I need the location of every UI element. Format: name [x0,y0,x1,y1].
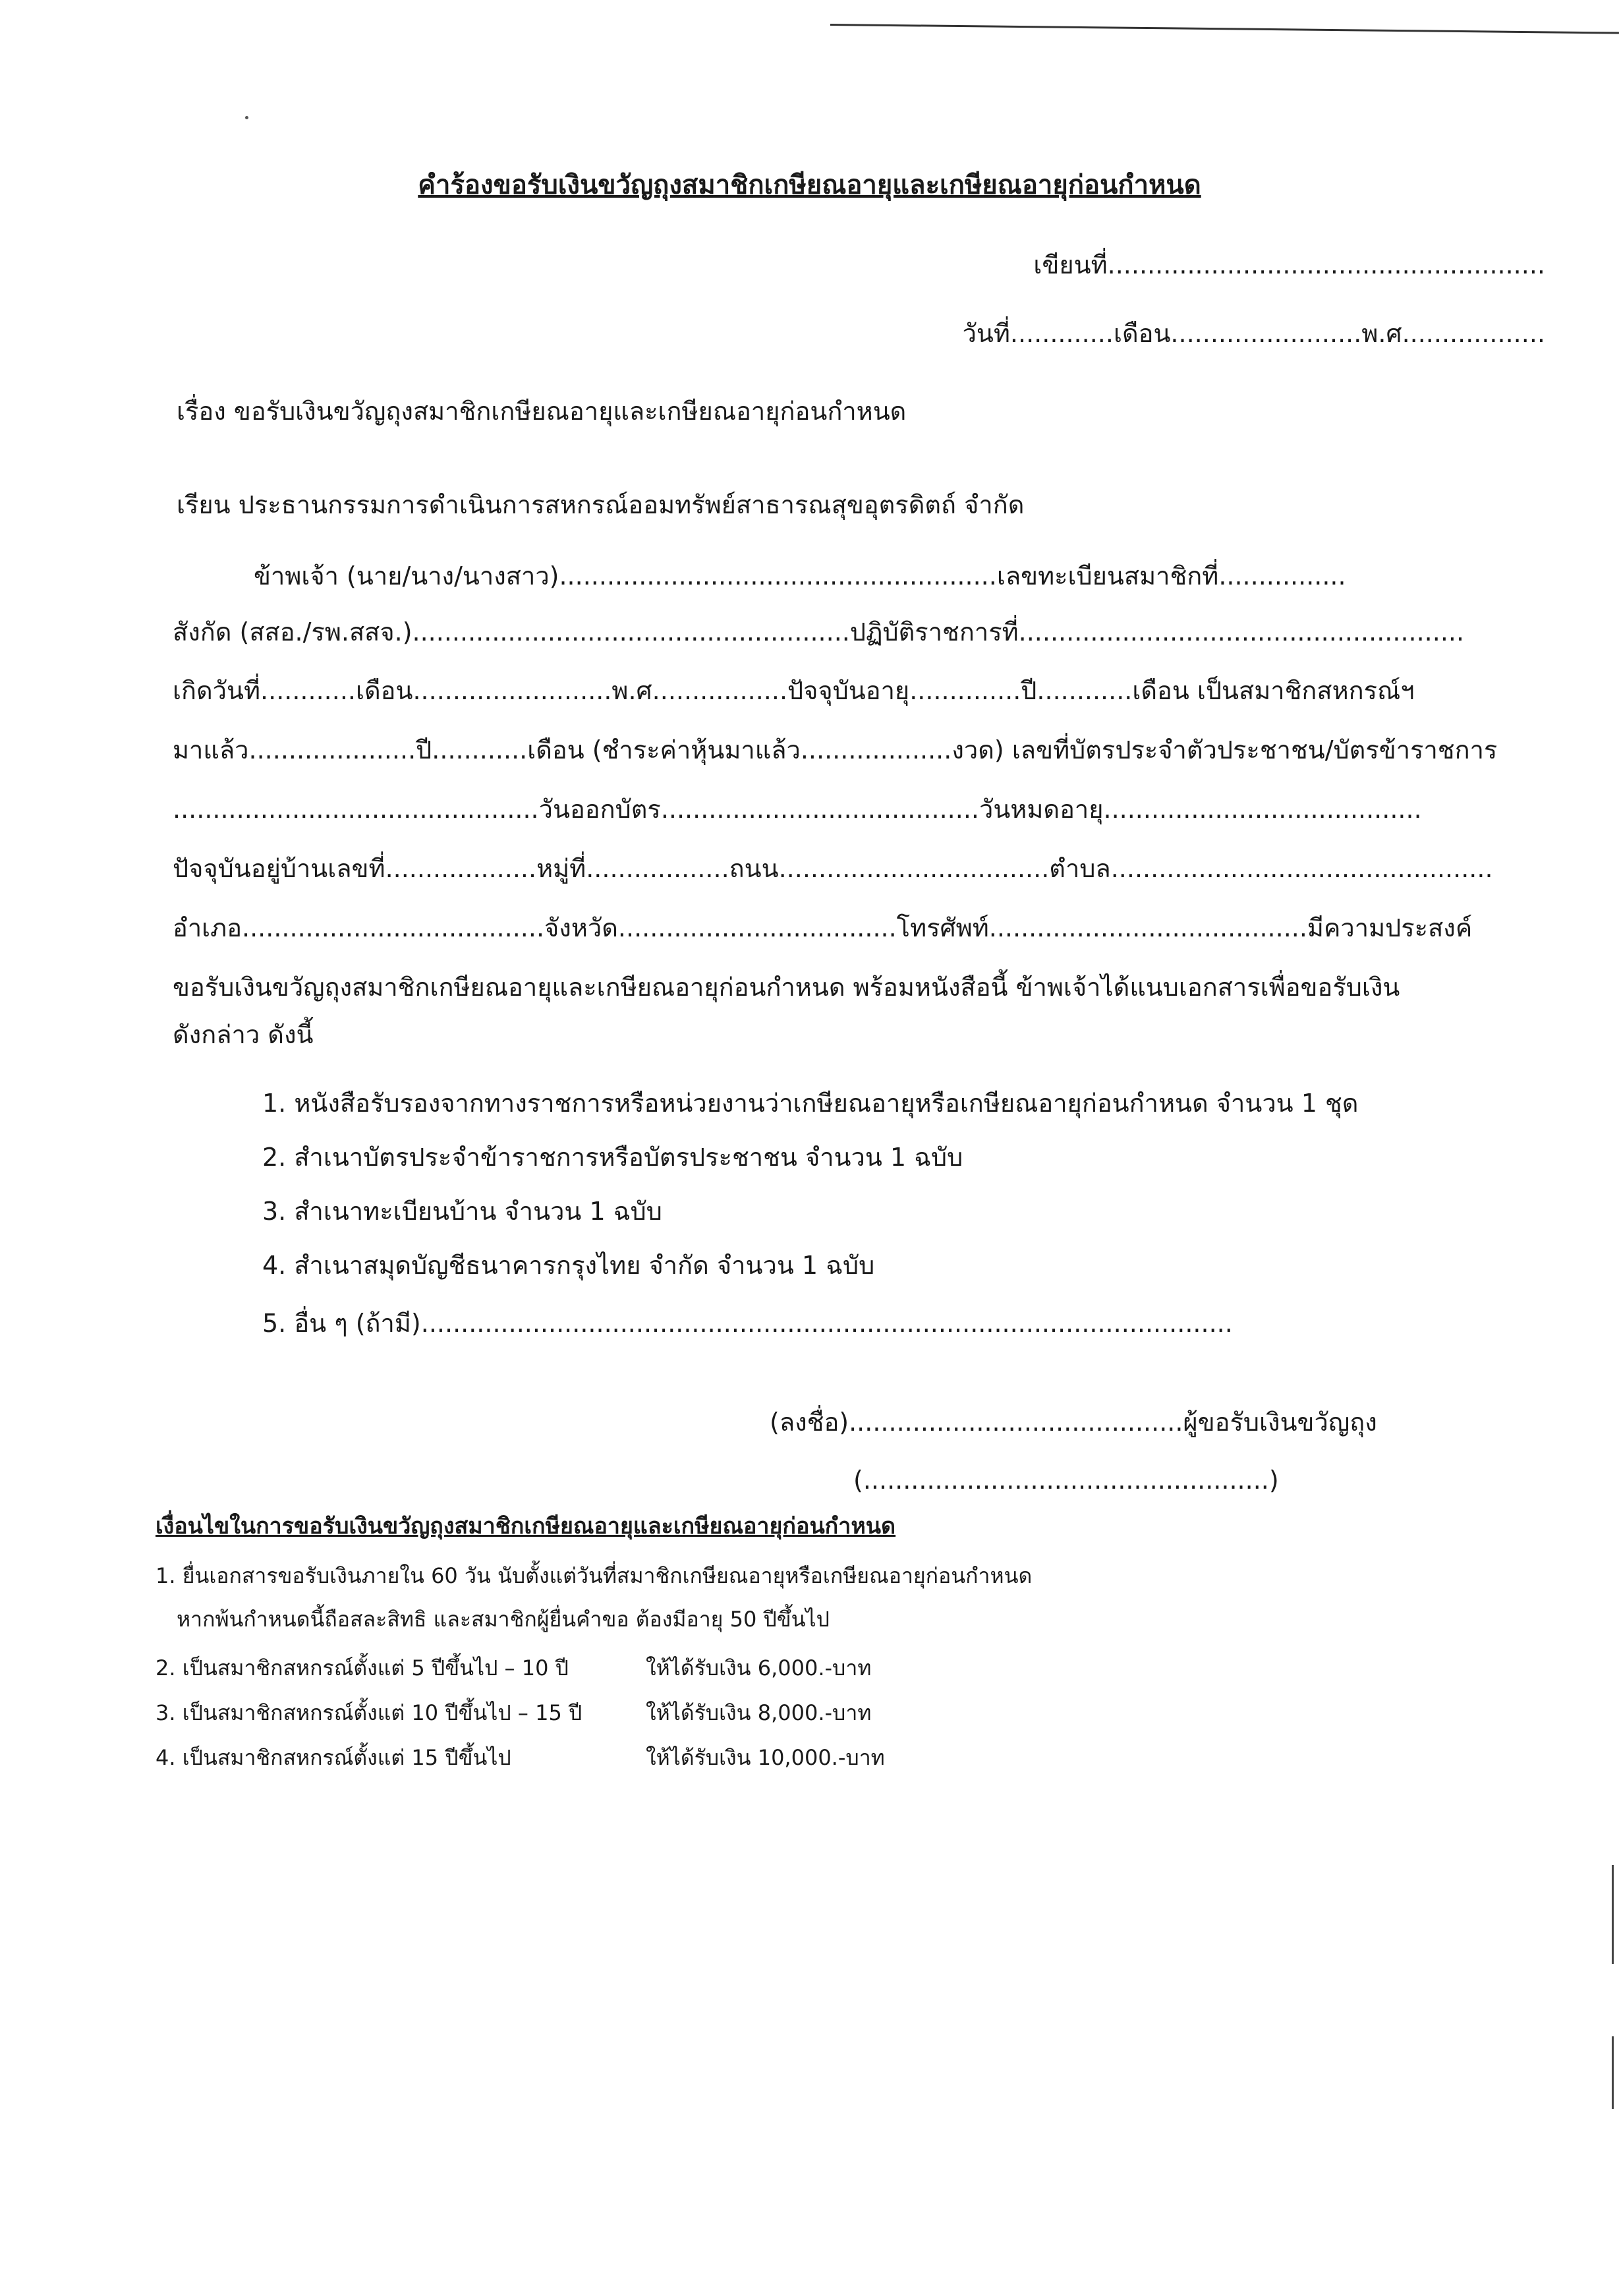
birth-age-field[interactable]: เกิดวันที่............เดือน.........................พ.ศ.................ปัจจุบันอายุ..............ปี............เดือน เป็นสมาชิกสหกรณ์ฯ [173,676,1415,705]
request-statement: ขอรับเงินขวัญถุงสมาชิกเกษียณอายุและเกษียณอายุก่อนกำหนด พร้อมหนังสือนี้ ข้าพเจ้าได้แนบเอกสารเพื่อขอรับเงิน [173,973,1400,1002]
condition-tier-amount: ให้ได้รับเงิน 6,000.-บาท [646,1655,872,1680]
written-at-field[interactable]: เขียนที่....................................................... [1033,250,1545,279]
applicant-name-field[interactable]: ข้าพเจ้า (นาย/นาง/นางสาว).......................................................เลขทะเบียนสมาชิกที่................ [254,561,1346,590]
condition-tier-label: 3. เป็นสมาชิกสหกรณ์ตั้งแต่ 10 ปีขึ้นไป – 15 ปี [156,1700,582,1725]
condition-tier-amount: ให้ได้รับเงิน 8,000.-บาท [646,1700,872,1725]
condition-item: 1. ยื่นเอกสารขอรับเงินภายใน 60 วัน นับตั้งแต่วันที่สมาชิกเกษียณอายุหรือเกษียณอายุก่อนกำหนด [156,1563,1033,1588]
printed-name-field[interactable]: (...................................................) [853,1466,1279,1495]
attachment-item: 1. หนังสือรับรองจากทางราชการหรือหน่วยงานว่าเกษียณอายุหรือเกษียณอายุก่อนกำหนด จำนวน 1 ชุด [262,1089,1359,1118]
date-field[interactable]: วันที่.............เดือน........................พ.ศ.................. [962,319,1545,348]
district-phone-field[interactable]: อำเภอ......................................จังหวัด...................................โทรศัพท์........................................มีความประสงค์ [173,913,1473,942]
signature-field[interactable]: (ลงชื่อ)..........................................ผู้ขอรับเงินขวัญถุง [770,1408,1377,1437]
request-statement-cont: ดังกล่าว ดังนี้ [173,1020,314,1049]
condition-item-cont: หากพ้นกำหนดนี้ถือสละสิทธิ และสมาชิกผู้ยื่นคำขอ ต้องมีอายุ 50 ปีขึ้นไป [177,1607,830,1632]
conditions-title: เงื่อนไขในการขอรับเงินขวัญถุงสมาชิกเกษียณอายุและเกษียณอายุก่อนกำหนด [156,1513,896,1539]
condition-tier-label: 4. เป็นสมาชิกสหกรณ์ตั้งแต่ 15 ปีขึ้นไป [156,1745,511,1770]
condition-tier-label: 2. เป็นสมาชิกสหกรณ์ตั้งแต่ 5 ปีขึ้นไป – 10 ปี [156,1655,569,1680]
addressee-line: เรียน ประธานกรรมการดำเนินการสหกรณ์ออมทรัพย์สาธารณสุขอุตรดิตถ์ จำกัด [177,490,1025,519]
attachment-item: 4. สำเนาสมุดบัญชีธนาคารกรุงไทย จำกัด จำนวน 1 ฉบับ [262,1251,875,1280]
scan-edge-mark [1612,1865,1614,1964]
attachment-other-field[interactable]: 5. อื่น ๆ (ถ้ามี)...................................................................................................... [262,1309,1233,1338]
scan-edge-line [830,0,1619,34]
attachment-item: 3. สำเนาทะเบียนบ้าน จำนวน 1 ฉบับ [262,1197,662,1226]
scan-speck [245,116,248,119]
scan-edge-mark [1612,2036,1614,2109]
form-title: คำร้องขอรับเงินขวัญถุงสมาชิกเกษียณอายุและเกษียณอายุก่อนกำหนด [418,170,1201,200]
affiliation-field[interactable]: สังกัด (สสอ./รพ.สสจ.).......................................................ปฏิบัติราชการที่........................................................ [173,617,1465,646]
address-field[interactable]: ปัจจุบันอยู่บ้านเลขที่...................หมู่ที่..................ถนน..................................ตำบล................................................ [173,854,1493,883]
attachment-item: 2. สำเนาบัตรประจำข้าราชการหรือบัตรประชาชน จำนวน 1 ฉบับ [262,1143,963,1172]
subject-line: เรื่อง ขอรับเงินขวัญถุงสมาชิกเกษียณอายุและเกษียณอายุก่อนกำหนด [177,397,907,426]
id-card-field[interactable]: ..............................................วันออกบัตร........................................วันหมดอายุ........................................ [173,795,1422,824]
membership-duration-field[interactable]: มาแล้ว.....................ปี............เดือน (ชำระค่าหุ้นมาแล้ว...................งวด) เลขที่บัตรประจำตัวประชาชน/บัตรข้าราชการ [173,735,1498,764]
condition-tier-amount: ให้ได้รับเงิน 10,000.-บาท [646,1745,885,1770]
